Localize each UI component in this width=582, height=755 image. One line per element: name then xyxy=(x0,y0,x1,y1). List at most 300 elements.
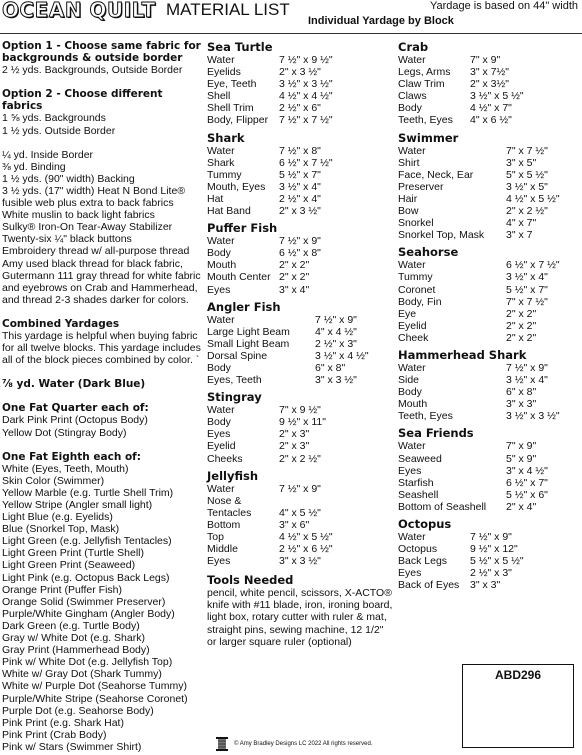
piece-size: 7 ½" x 9" xyxy=(279,235,321,248)
piece-size: 4 ½" x 7" xyxy=(470,102,512,115)
material-line: Embroidery thread w/ all-purpose thread xyxy=(2,245,190,258)
piece-size: 5 ½" x 6" xyxy=(506,488,548,501)
piece-size: 2 ½" x 3" xyxy=(315,337,357,350)
block-yardage-table xyxy=(207,314,369,387)
material-line: White w/ Gray Dot (Shark Tummy) xyxy=(2,668,162,681)
yardage-row xyxy=(398,296,560,308)
yardage-row xyxy=(207,259,321,271)
piece-name: Tentacles xyxy=(207,506,252,519)
piece-size: 4 ½" x 5 ½" xyxy=(506,192,560,205)
piece-size: 4 ½" x 4 ½" xyxy=(279,90,333,103)
block-section xyxy=(398,426,580,513)
piece-size: 4" x 6 ½" xyxy=(470,114,512,127)
yardage-row xyxy=(398,145,560,157)
yardage-row xyxy=(398,284,560,296)
piece-name: Mouth Center xyxy=(207,271,271,284)
block-yardage-table xyxy=(207,483,333,568)
piece-size: 4" x 4 ½" xyxy=(315,325,357,338)
piece-name: Coronet xyxy=(398,283,436,296)
block-section xyxy=(398,517,580,591)
piece-size: 7" x 9" xyxy=(470,54,501,66)
piece-size: 2 ½" x 3" xyxy=(470,567,512,580)
piece-name: Mouth xyxy=(398,398,428,411)
piece-size: 2" x 2" xyxy=(506,331,537,344)
material-line: Purple/White Gingham (Angler Body) xyxy=(2,607,175,620)
piece-size: 3" x 3" xyxy=(506,398,537,411)
piece-name: Seashell xyxy=(398,488,439,501)
piece-name: Hat Band xyxy=(207,205,251,218)
piece-size: 3" x 3 ½" xyxy=(315,374,357,387)
piece-size: 2" x 3 ½" xyxy=(279,205,321,218)
piece-name: Shark xyxy=(207,156,235,169)
block-heading: Octopus xyxy=(398,517,452,531)
block-section xyxy=(207,40,393,127)
yardage-row xyxy=(398,217,560,229)
piece-size: 3 ½" x 5" xyxy=(506,180,548,193)
block-section xyxy=(398,245,580,344)
material-line: Orange Print (Puffer Fish) xyxy=(2,583,123,596)
piece-name: Tummy xyxy=(398,271,433,284)
yardage-row xyxy=(207,271,321,283)
right-column xyxy=(398,40,580,591)
piece-size: 5 ½" x 7" xyxy=(279,168,321,181)
copyright-footer: © Amy Bradley Designs LC 2022 All rights reserved. xyxy=(234,741,373,747)
spacer xyxy=(2,306,202,318)
yardage-row xyxy=(207,326,369,338)
piece-size: 6 ½" x 7 ½" xyxy=(279,156,333,169)
yardage-row xyxy=(398,320,560,332)
tools-heading: Tools Needed xyxy=(207,573,294,588)
yardage-row xyxy=(207,145,333,157)
piece-size: 7 ½" x 7 ½" xyxy=(279,114,333,127)
yardage-row xyxy=(207,114,333,126)
piece-name: Eyes xyxy=(398,464,422,477)
material-line: Pink w/ Stars (Swimmer Shirt) xyxy=(2,740,142,753)
yardage-row xyxy=(207,555,333,567)
piece-name: Bow xyxy=(398,205,419,218)
piece-name: Dorsal Spine xyxy=(207,349,268,362)
yardage-row xyxy=(398,386,560,398)
block-heading: Seahorse xyxy=(398,245,459,260)
piece-size: 3" x 5" xyxy=(506,156,537,169)
section-heading: Combined Yardages xyxy=(2,317,120,330)
yardage-row xyxy=(207,66,333,78)
block-yardage-table xyxy=(398,54,524,127)
yardage-row xyxy=(207,362,369,374)
piece-size: 7" x 9" xyxy=(506,440,537,453)
material-line: Pink Print (Crab Body) xyxy=(2,728,107,741)
material-line: Yellow Stripe (Angler small light) xyxy=(2,499,153,511)
block-section xyxy=(207,469,393,568)
piece-name: Cheeks xyxy=(207,452,243,465)
material-line: 3 ½ yds. (17" width) Heat N Bond Lite® fusible web plus extra to back fabrics xyxy=(2,184,186,210)
yardage-row xyxy=(398,308,560,320)
piece-size: 3" x 4 ½" xyxy=(506,464,548,477)
block-section xyxy=(207,390,393,464)
piece-name: Eyes xyxy=(207,428,231,441)
piece-size: 2" x 2" xyxy=(279,259,310,272)
yardage-row xyxy=(398,54,524,66)
yardage-row xyxy=(398,90,524,102)
block-heading: Sea Turtle xyxy=(207,40,273,54)
yardage-row xyxy=(398,477,548,489)
yardage-row xyxy=(398,114,524,126)
piece-size: 7 ½" x 9" xyxy=(315,313,357,326)
piece-name: Back of Eyes xyxy=(398,579,460,592)
piece-size: 6 ½" x 8" xyxy=(279,247,321,260)
yardage-row xyxy=(398,259,560,271)
piece-size: 2" x 2 ½" xyxy=(506,205,548,218)
piece-size: 3 ½" x 4" xyxy=(279,180,321,193)
piece-name: Teeth, Eyes xyxy=(398,410,453,423)
material-line: Pink w/ White Dot (e.g. Jellyfish Top) xyxy=(2,656,173,669)
yardage-row xyxy=(398,579,524,591)
piece-size: 7 ½" x 9" xyxy=(506,361,548,374)
yardage-row xyxy=(207,507,333,519)
piece-name: Body xyxy=(398,386,422,399)
yardage-row xyxy=(207,205,333,217)
piece-size: 3" x 7 xyxy=(506,229,533,242)
piece-size: 4" x 5 ½" xyxy=(279,506,321,519)
piece-size: 7" x 7 ½" xyxy=(506,144,548,157)
piece-size: 2" x 2" xyxy=(506,319,537,332)
piece-size: 3" x 6" xyxy=(279,518,310,531)
material-line: Yellow Dot (Stingray Body) xyxy=(2,426,127,439)
piece-name: Seaweed xyxy=(398,452,442,465)
block-heading: Crab xyxy=(398,40,429,54)
yardage-row xyxy=(207,350,369,362)
piece-size: 2" x 3½" xyxy=(470,78,509,91)
piece-size: 2 ½" x 6" xyxy=(279,102,321,115)
material-line: Sulky® Iron-On Tear-Away Stabilizer xyxy=(2,221,173,234)
piece-name: Water xyxy=(398,531,426,543)
piece-size: 2 ½" x 6 ½" xyxy=(279,543,333,556)
material-line: Light Blue (e.g. Eyelids) xyxy=(2,511,113,524)
spacer xyxy=(2,390,202,402)
piece-name: Water xyxy=(207,404,235,417)
material-line: Yellow Marble (e.g. Turtle Shell Trim) xyxy=(2,486,174,499)
spacer xyxy=(2,137,202,149)
section-heading: ⅞ yd. Water (Dark Blue) xyxy=(2,378,146,391)
piece-name: Legs, Arms xyxy=(398,66,451,79)
block-heading: Jellyfish xyxy=(207,468,259,483)
block-heading: Stingray xyxy=(207,390,262,405)
yardage-row xyxy=(398,205,560,217)
yardage-row xyxy=(207,495,333,507)
piece-name: Tummy xyxy=(207,168,242,181)
piece-name: Body, Flipper xyxy=(207,114,269,127)
yardage-row xyxy=(398,169,560,181)
section-heading: One Fat Eighth each of: xyxy=(2,450,141,463)
piece-name: Water xyxy=(398,144,426,157)
piece-name: Water xyxy=(207,235,235,248)
piece-name: Bottom of Seashell xyxy=(398,500,487,513)
piece-size: 6 ½" x 7" xyxy=(506,476,548,489)
piece-size: 2" x 3 ½" xyxy=(279,66,321,79)
yardage-row xyxy=(207,169,333,181)
piece-name: Starfish xyxy=(398,476,434,489)
piece-name: Body, Fin xyxy=(398,295,442,308)
piece-name: Claws xyxy=(398,90,427,103)
piece-name: Hat xyxy=(207,192,224,205)
piece-size: 3 ½" x 4 ½" xyxy=(315,349,369,362)
piece-name: Large Light Beam xyxy=(207,325,290,338)
piece-size: 3" x 3 ½" xyxy=(279,555,321,568)
piece-size: 9 ½" x 11" xyxy=(279,416,326,429)
yardage-row xyxy=(398,465,548,477)
piece-size: 5 ½" x 5 ½" xyxy=(470,555,524,568)
piece-size: 3" x 3" xyxy=(470,579,501,592)
block-heading: Sea Friends xyxy=(398,426,474,441)
piece-size: 9 ½" x 12" xyxy=(470,543,518,556)
material-line: Pink Print (e.g. Shark Hat) xyxy=(2,716,124,729)
yardage-row xyxy=(207,54,333,66)
piece-name: Body xyxy=(207,247,231,260)
block-yardage-table xyxy=(207,145,333,218)
material-line: Blue (Snorkel Top, Mask) xyxy=(2,523,120,536)
yardage-row xyxy=(207,404,326,416)
piece-size: 7 ½" x 9 ½" xyxy=(279,54,333,66)
piece-name: Water xyxy=(398,259,426,272)
block-section xyxy=(207,131,393,218)
yardage-row xyxy=(398,66,524,78)
yardage-row xyxy=(398,555,524,567)
yardage-row xyxy=(398,531,524,543)
pattern-code: ABD296 xyxy=(494,668,542,682)
yardage-row xyxy=(207,519,333,531)
left-column xyxy=(2,40,202,753)
piece-size: 3" x 7½" xyxy=(470,66,509,79)
piece-name: Eyes, Teeth xyxy=(207,374,262,387)
material-list-heading: MATERIAL LIST xyxy=(166,0,290,19)
piece-size: 3 ½" x 3 ½" xyxy=(279,78,333,91)
piece-name: Face, Neck, Ear xyxy=(398,168,474,181)
material-line: Gray w/ White Dot (e.g. Shark) xyxy=(2,632,145,645)
yardage-row xyxy=(398,567,524,579)
yardage-row xyxy=(207,531,333,543)
yardage-note: Yardage is based on 44" width xyxy=(429,0,578,12)
piece-name: Body xyxy=(207,416,231,429)
yardage-row xyxy=(207,90,333,102)
yardage-row xyxy=(398,410,560,422)
block-heading: Hammerhead Shark xyxy=(398,347,527,362)
yardage-row xyxy=(398,271,560,283)
piece-size: 3" x 4" xyxy=(279,283,310,296)
block-yardage-table xyxy=(398,440,548,513)
piece-name: Middle xyxy=(207,543,238,556)
spacer xyxy=(2,439,202,451)
piece-name: Teeth, Eyes xyxy=(398,114,453,127)
piece-name: Eye, Teeth xyxy=(207,78,257,91)
piece-name: Eyelids xyxy=(207,66,241,79)
block-section xyxy=(207,300,393,387)
piece-name: Snorkel Top, Mask xyxy=(398,229,485,242)
material-line: 1 ½ yds. Outside Border xyxy=(2,124,116,137)
piece-name: Back Legs xyxy=(398,555,448,568)
piece-size xyxy=(279,495,333,507)
yardage-row xyxy=(207,453,326,465)
piece-name: Shell Trim xyxy=(207,102,254,115)
piece-name: Water xyxy=(207,482,235,495)
piece-size: 3 ½" x 4" xyxy=(506,374,548,387)
section-heading: One Fat Quarter each of: xyxy=(2,402,149,415)
spacer xyxy=(2,76,202,88)
piece-name: Water xyxy=(207,313,235,326)
yardage-row xyxy=(398,362,560,374)
piece-name: Bottom xyxy=(207,518,241,531)
section-heading: Option 2 - Choose different fabrics xyxy=(2,88,163,113)
piece-size: 7 ½" x 9" xyxy=(470,531,512,543)
piece-name: Water xyxy=(398,440,426,453)
block-heading: Angler Fish xyxy=(207,299,281,314)
yardage-row xyxy=(398,157,560,169)
piece-size: 6" x 8" xyxy=(506,386,537,399)
yardage-row xyxy=(398,440,548,452)
yardage-row xyxy=(398,102,524,114)
block-heading: Shark xyxy=(207,130,245,145)
piece-name: Eyelid xyxy=(207,440,236,453)
yardage-row xyxy=(398,229,560,241)
block-section xyxy=(398,131,580,242)
quilt-title: OCEAN QUILT xyxy=(2,0,156,22)
piece-size: 7" x 9 ½" xyxy=(279,404,321,417)
block-yardage-table xyxy=(398,145,560,242)
material-line: Orange Solid (Swimmer Preserver) xyxy=(2,595,166,608)
piece-size: 7" x 7 ½" xyxy=(506,295,548,308)
spacer xyxy=(2,366,202,378)
piece-size: 6 ½" x 7 ½" xyxy=(506,259,560,272)
material-line: Gray Print (Hammerhead Body) xyxy=(2,644,150,657)
piece-name: Eyelid xyxy=(398,319,427,332)
piece-size: 3 ½" x 5 ½" xyxy=(470,90,524,103)
material-line: Skin Color (Swimmer) xyxy=(2,474,105,487)
material-line: Light Green (e.g. Jellyfish Tentacles) xyxy=(2,535,172,548)
material-line: 1 ½ yds. (90" width) Backing xyxy=(2,172,135,185)
piece-name: Hair xyxy=(398,192,418,205)
piece-name: Top xyxy=(207,531,224,543)
material-line: White w/ Purple Dot (Seahorse Tummy) xyxy=(2,680,187,693)
piece-name: Snorkel xyxy=(398,217,434,230)
material-line: Dark Green (e.g. Turtle Body) xyxy=(2,619,140,632)
yardage-row xyxy=(398,374,560,386)
individual-yardage-label: Individual Yardage by Block xyxy=(308,15,454,27)
block-section xyxy=(207,221,393,295)
piece-name: Eye xyxy=(398,307,417,320)
yardage-row xyxy=(207,247,321,259)
block-heading: Swimmer xyxy=(398,130,459,145)
yardage-row xyxy=(207,181,333,193)
piece-size: 4 ½" x 5 ½" xyxy=(279,531,333,543)
piece-name: Eyes xyxy=(207,555,231,568)
piece-size: 3 ½" x 3 ½" xyxy=(506,410,560,423)
piece-name: Body xyxy=(398,102,422,115)
piece-name: Mouth xyxy=(207,259,237,272)
piece-name: Small Light Beam xyxy=(207,337,290,350)
block-yardage-table xyxy=(207,54,333,127)
piece-size: 2 ½" x 4" xyxy=(279,192,321,205)
thread-spool-icon xyxy=(213,736,231,752)
yardage-row xyxy=(207,440,326,452)
block-yardage-table xyxy=(207,235,321,295)
yardage-row xyxy=(207,284,321,296)
piece-size: 2" x 2" xyxy=(279,271,310,284)
piece-size: 7 ½" x 9" xyxy=(279,482,321,495)
yardage-row xyxy=(207,235,321,247)
material-line: Light Green Print (Turtle Shell) xyxy=(2,547,145,560)
material-line: Light Pink (e.g. Octopus Back Legs) xyxy=(2,571,170,584)
piece-name: Side xyxy=(398,374,420,387)
piece-name: Octopus xyxy=(398,543,438,556)
piece-size: 2" x 2 ½" xyxy=(279,452,321,465)
piece-size: 4" x 7" xyxy=(506,217,537,230)
material-line: Light Green Print (Seaweed) xyxy=(2,559,136,572)
yardage-row xyxy=(207,78,333,90)
block-yardage-table xyxy=(398,531,524,591)
piece-name: Water xyxy=(398,361,426,374)
yardage-row xyxy=(398,489,548,501)
header-divider xyxy=(0,33,582,34)
yardage-row xyxy=(398,543,524,555)
yardage-row xyxy=(207,338,369,350)
yardage-row xyxy=(207,374,369,386)
piece-name: Mouth, Eyes xyxy=(207,180,266,193)
material-line: ⅜ yd. Binding xyxy=(2,160,66,173)
piece-size: 5" x 5 ½" xyxy=(506,168,548,181)
piece-name: Shirt xyxy=(398,156,420,169)
piece-size: 2" x 4" xyxy=(506,500,537,513)
material-line: Twenty-six ¼" black buttons xyxy=(2,233,132,246)
piece-name: Water xyxy=(207,54,235,66)
yardage-row xyxy=(398,398,560,410)
yardage-row xyxy=(398,193,560,205)
material-line: Amy used black thread for black fabric, Gutermann 111 gray thread for white fabric and eyebrows on Crab and Hammerhead, and thread 2-3 shades darker for colors. xyxy=(2,257,201,306)
yardage-row xyxy=(207,483,333,495)
piece-size: 7 ½" x 8" xyxy=(279,144,321,157)
material-line: Purple Dot (e.g. Seahorse Body) xyxy=(2,704,154,717)
piece-size: 6" x 8" xyxy=(315,361,346,374)
block-yardage-table xyxy=(398,362,560,422)
tools-text: pencil, white pencil, scissors, X-ACTO® knife with #11 blade, iron, ironing board, light box, rotary cutter with ruler & mat, straight pins, sewing machine, 12 1/2" or larger square ruler (optional) xyxy=(207,587,393,648)
material-line: ¼ yd. Inside Border xyxy=(2,148,94,161)
yardage-row xyxy=(207,314,369,326)
material-line: 2 ½ yds. Backgrounds, Outside Border xyxy=(2,64,183,77)
piece-size: 2" x 3" xyxy=(279,428,310,441)
piece-size: 2" x 3" xyxy=(279,440,310,453)
block-heading: Puffer Fish xyxy=(207,221,278,236)
material-line: This yardage is helpful when buying fabric for all twelve blocks. This yardage includes all of the block pieces combined by color. ` xyxy=(2,329,201,367)
material-line: Dark Pink Print (Octopus Body) xyxy=(2,414,148,427)
piece-name: Claw Trim xyxy=(398,78,445,91)
yardage-row xyxy=(207,416,326,428)
block-yardage-table xyxy=(207,404,326,464)
yardage-row xyxy=(207,157,333,169)
yardage-row xyxy=(207,102,333,114)
yardage-row xyxy=(207,193,333,205)
piece-name: Eyes xyxy=(398,567,422,580)
piece-name: Nose & xyxy=(207,494,242,507)
section-heading: Option 1 - Choose same fabric for backgrounds & outside border xyxy=(2,40,201,65)
piece-size: 5" x 9" xyxy=(506,452,537,465)
piece-name: Cheek xyxy=(398,331,429,344)
yardage-row xyxy=(398,501,548,513)
block-section xyxy=(398,40,580,127)
yardage-row xyxy=(207,428,326,440)
middle-column xyxy=(207,40,393,648)
yardage-row xyxy=(398,78,524,90)
material-line: Purple/White Stripe (Seahorse Coronet) xyxy=(2,692,188,705)
material-line: White muslin to back light fabrics xyxy=(2,209,155,222)
middle-blocks xyxy=(207,40,393,567)
